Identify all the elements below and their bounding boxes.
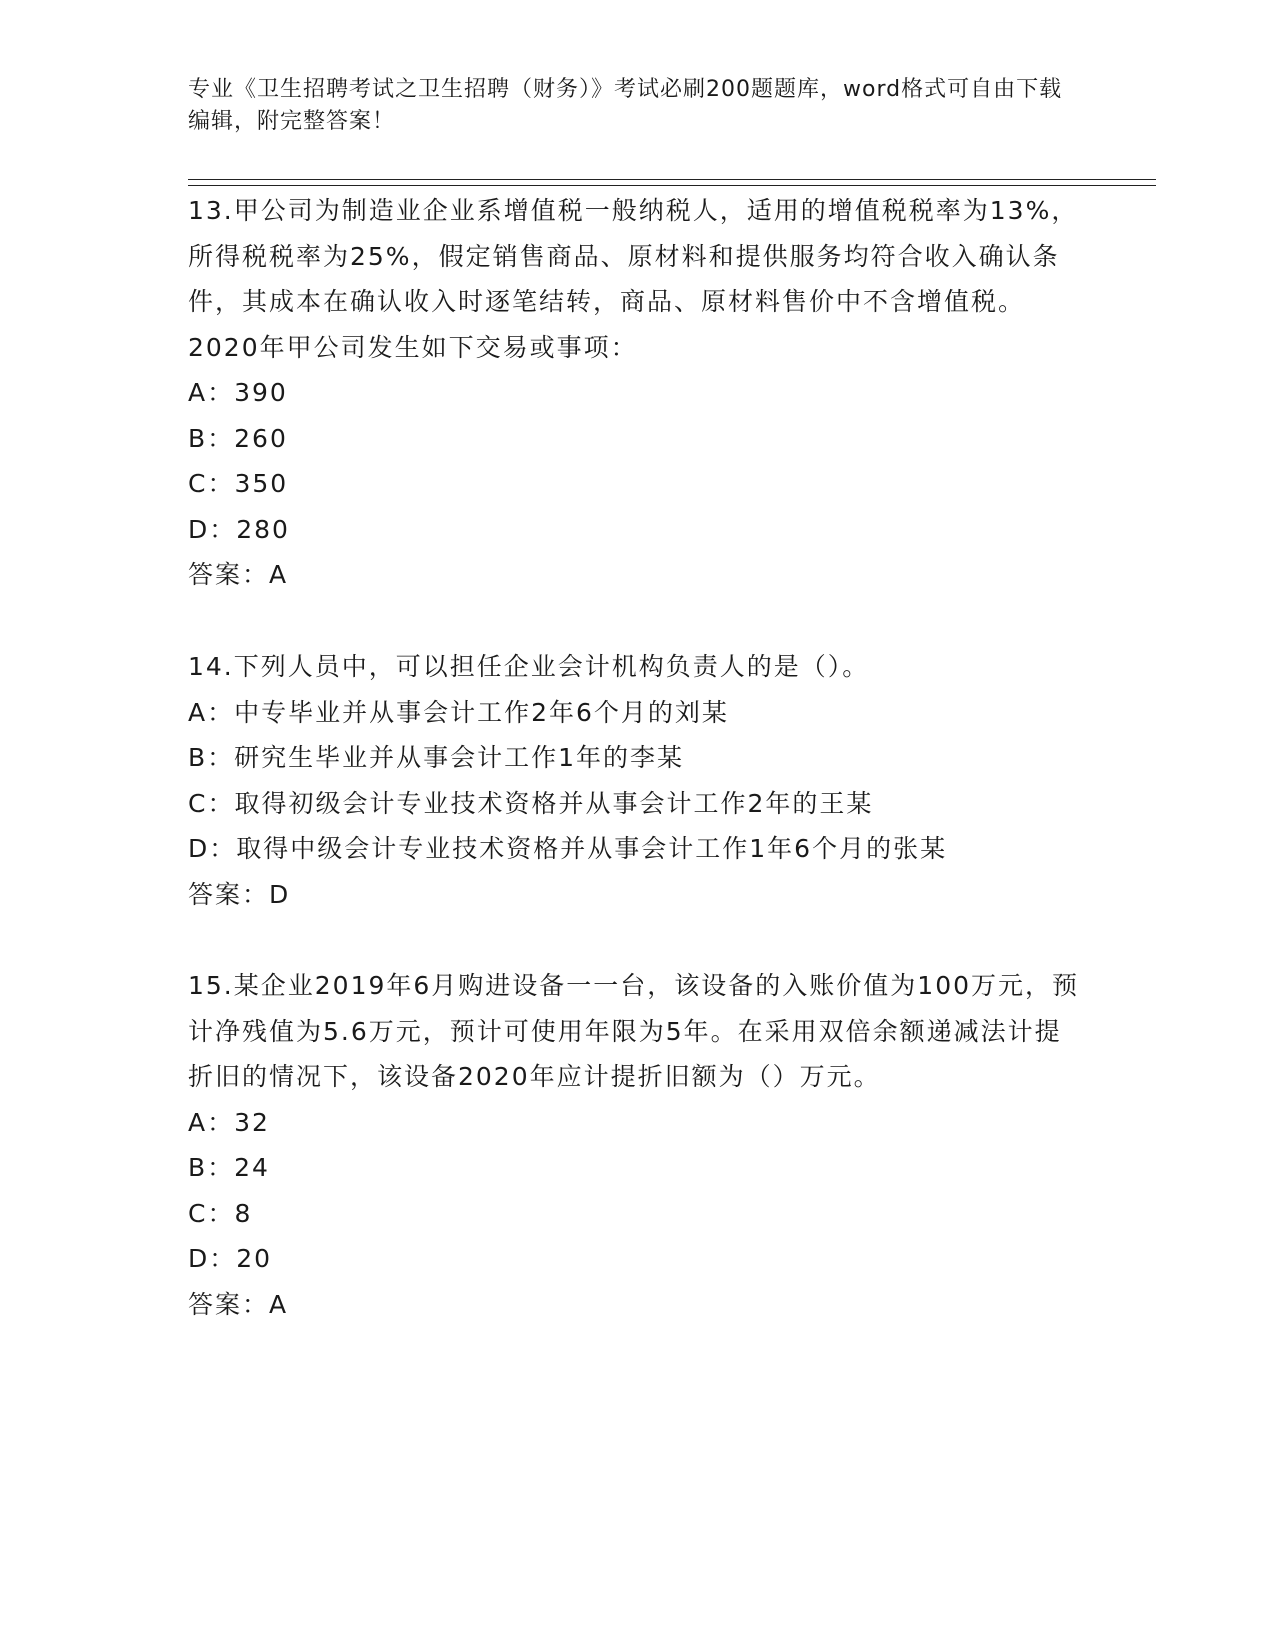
option-d: D：取得中级会计专业技术资格并从事会计工作1年6个月的张某 bbox=[188, 834, 948, 863]
question-stem: 13.甲公司为制造业企业系增值税一般纳税人，适用的增值税税率为13%，所得税税率为25%，假定销售商品、原材料和提供服务均符合收入确认条件，其成本在确认收入时逐笔结转，商品、原材料售价中不含增值税。2020年甲公司发生如下交易或事项： bbox=[188, 196, 1079, 362]
question-15 bbox=[188, 963, 1088, 1327]
question-stem: 15.某企业2019年6月购进设备一一台，该设备的入账价值为100万元，预计净残值为5.6万元，预计可使用年限为5年。在采用双倍余额递减法计提折旧的情况下，该设备2020年应计提折旧额为（）万元。 bbox=[188, 971, 1080, 1091]
option-c: C：8 bbox=[188, 1198, 253, 1228]
question-14 bbox=[188, 644, 1088, 917]
option-d: D：280 bbox=[188, 514, 290, 544]
header-divider-bottom bbox=[188, 185, 1156, 186]
header-divider-top bbox=[188, 179, 1156, 180]
option-a: A：390 bbox=[188, 378, 288, 407]
option-b: B：260 bbox=[188, 423, 288, 453]
question-stem: 14.下列人员中，可以担任企业会计机构负责人的是（）。 bbox=[188, 652, 870, 681]
option-a: A：32 bbox=[188, 1107, 270, 1137]
option-b: B：研究生毕业并从事会计工作1年的李某 bbox=[188, 743, 685, 772]
option-c: C：取得初级会计专业技术资格并从事会计工作2年的王某 bbox=[188, 788, 874, 818]
option-a: A：中专毕业并从事会计工作2年6个月的刘某 bbox=[188, 697, 729, 727]
question-13 bbox=[188, 188, 1088, 598]
option-b: B：24 bbox=[188, 1153, 270, 1182]
answer-label: 答案：A bbox=[188, 1289, 289, 1319]
document-header: 专业《卫生招聘考试之卫生招聘（财务）》考试必刷200题题库，word格式可自由下载编辑，附完整答案！ bbox=[188, 77, 1063, 134]
answer-label: 答案：D bbox=[188, 879, 291, 909]
option-d: D：20 bbox=[188, 1244, 273, 1273]
answer-label: 答案：A bbox=[188, 560, 289, 589]
option-c: C：350 bbox=[188, 469, 289, 498]
